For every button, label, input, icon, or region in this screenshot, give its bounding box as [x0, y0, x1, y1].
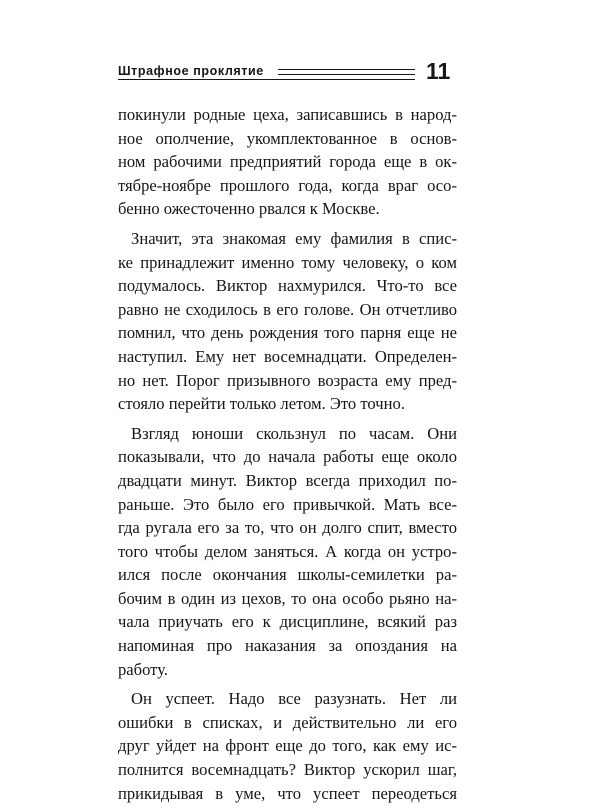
- running-title: Штрафное проклятие: [118, 64, 264, 78]
- text-line: Взгляд юноши скользнул по часам. Они: [131, 423, 457, 443]
- text-line: наступил. Ему нет восемнадцати. Определен-: [118, 346, 457, 366]
- text-line: того чтобы делом заняться. А когда он устро-: [118, 541, 457, 561]
- text-line: полнится восемнадцать? Виктор ускорил шаг,: [118, 760, 457, 780]
- text-line: но нет. Порог призывного возраста ему пред-: [118, 370, 457, 390]
- text-line: ном рабочими предприятий города еще в ок-: [118, 152, 457, 172]
- text-line: равно не сходилось в его голове. Он отчетливо: [118, 299, 457, 319]
- text-line: гда ругала его за то, что он долго спит, вместо: [118, 518, 457, 538]
- text-line: ное ополчение, укомплектованное в основ-: [118, 128, 457, 148]
- text-line: ке принадлежит именно тому человеку, о ком: [118, 252, 457, 272]
- text-line: работу.: [118, 659, 168, 679]
- text-line: бенно ожесточенно рвался к Москве.: [118, 199, 380, 219]
- page-number: 11: [426, 58, 451, 84]
- text-line: тябре-ноябре прошлого года, когда враг осо-: [118, 175, 457, 195]
- text-line: подумалось. Виктор нахмурился. Что-то все: [118, 276, 457, 296]
- header-rule: [278, 69, 415, 70]
- text-line: ился после окончания школы-семилетки ра-: [118, 565, 457, 585]
- text-line: Он успеет. Надо все разузнать. Нет ли: [131, 689, 457, 709]
- paragraph: [118, 422, 457, 682]
- text-line: показывали, что до начала работы еще около: [118, 447, 457, 467]
- text-line: ошибки в списках, и действительно ли его: [118, 712, 457, 732]
- text-line: стояло перейти только летом. Это точно.: [118, 394, 405, 414]
- text-line: двадцати минут. Виктор всегда приходил по-: [118, 470, 457, 490]
- text-line: помнил, что день рождения того парня еще не: [118, 323, 457, 343]
- text-line: Значит, эта знакомая ему фамилия в спис-: [131, 228, 457, 248]
- text-line: чала приучать его к дисциплине, всякий раз: [118, 612, 457, 632]
- header-rule: [278, 74, 415, 75]
- text-line: напоминая про наказания за опоздания на: [118, 636, 457, 656]
- body-text: [118, 103, 457, 811]
- text-line: бочим в один из цехов, то она особо рьяно на-: [118, 588, 457, 608]
- paragraph: [118, 103, 457, 221]
- text-line: друг уйдет на фронт еще до того, как ему ис-: [118, 736, 457, 756]
- paragraph: [118, 227, 457, 416]
- paragraph: [118, 687, 457, 805]
- running-header: [118, 58, 457, 86]
- text-line: покинули родные цеха, записавшись в народ-: [118, 105, 457, 124]
- header-rule: [118, 79, 415, 80]
- text-line: раньше. Это было его привычкой. Мать все-: [118, 494, 457, 514]
- text-line: прикидывая в уме, что успеет переодеться: [118, 783, 457, 803]
